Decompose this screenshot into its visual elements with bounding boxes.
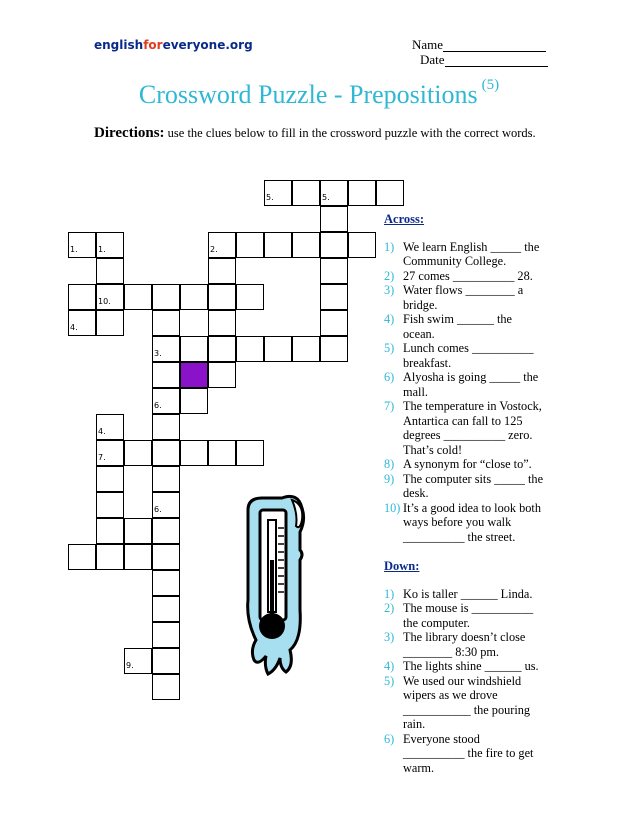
blocked-cell [180, 362, 208, 388]
grid-cell[interactable] [320, 336, 348, 362]
grid-cell[interactable] [96, 284, 124, 310]
clue-number: 1) [384, 239, 395, 254]
across-clue [384, 312, 544, 341]
down-clues [384, 559, 544, 775]
grid-cell[interactable] [152, 362, 180, 388]
clue-text: The temperature in Vostock, Antartica can fall to 125 degrees __________ zero. That’s cold! [403, 399, 542, 457]
clue-number: 3) [384, 630, 395, 644]
grid-cell[interactable] [68, 284, 96, 310]
clue-text: 27 comes __________ 28. [403, 268, 533, 283]
grid-cell[interactable] [152, 336, 180, 362]
grid-cell[interactable] [96, 232, 124, 258]
name-date-fields [412, 37, 548, 67]
grid-cell[interactable] [152, 388, 180, 414]
clue-text: Water flows ________ a bridge. [403, 283, 524, 312]
grid-cell[interactable] [180, 336, 208, 362]
grid-cell[interactable] [292, 336, 320, 362]
clue-number: 5) [384, 341, 395, 355]
grid-cell[interactable] [124, 518, 152, 544]
across-clue [384, 283, 544, 312]
grid-cell[interactable] [208, 284, 236, 310]
clue-number: 6) [384, 370, 395, 384]
thermometer-icon [238, 490, 310, 680]
cell-number: 7. [98, 453, 106, 462]
cell-number: 4. [98, 427, 106, 436]
down-clue [384, 659, 544, 674]
clue-text: Lunch comes __________ breakfast. [403, 341, 534, 370]
grid-cell[interactable] [152, 544, 180, 570]
page-title: Crossword Puzzle - Prepositions $^{(5)}$ [138, 77, 500, 109]
grid-cell[interactable] [208, 258, 236, 284]
site-brand: englishforeveryone.org [94, 38, 253, 52]
grid-cell[interactable] [348, 232, 376, 258]
across-heading: Across: [384, 212, 425, 226]
cell-number: 5. [266, 193, 274, 202]
down-clue [384, 674, 544, 732]
grid-cell[interactable] [152, 596, 180, 622]
grid-cell[interactable] [180, 284, 208, 310]
grid-cell[interactable] [68, 232, 96, 258]
across-clue [384, 501, 544, 545]
clue-number: 5) [384, 673, 395, 688]
clue-text: Everyone stood __________ the fire to get warm. [403, 731, 534, 775]
directions: Directions: use the clues below to fill in the crossword puzzle with the correct words. [94, 125, 536, 141]
grid-cell[interactable] [236, 336, 264, 362]
grid-cell[interactable] [152, 440, 180, 466]
clue-text: The mouse is __________ the computer. [403, 601, 534, 630]
cell-number: 3. [154, 349, 162, 358]
across-clues [384, 212, 544, 544]
across-clue [384, 341, 544, 370]
clue-text: The computer sits _____ the desk. [403, 471, 544, 500]
grid-cell[interactable] [68, 544, 96, 570]
clue-number: 1) [384, 586, 395, 601]
grid-cell[interactable] [68, 310, 96, 336]
grid-cell[interactable] [152, 570, 180, 596]
cell-number: 9. [126, 661, 134, 670]
cell-number: 1. [98, 245, 106, 254]
grid-cell[interactable] [180, 440, 208, 466]
grid-cell[interactable] [124, 544, 152, 570]
puzzle-number: (5) [481, 77, 500, 94]
cell-number: 10. [98, 297, 111, 306]
clue-number: 3) [384, 283, 395, 297]
across-clue [384, 472, 544, 501]
grid-cell[interactable] [124, 284, 152, 310]
grid-cell[interactable] [152, 518, 180, 544]
clue-number: 4) [384, 659, 395, 673]
down-clue [384, 630, 544, 659]
clue-number: 6) [384, 731, 395, 746]
grid-cell[interactable] [320, 232, 348, 258]
grid-cell[interactable] [320, 258, 348, 284]
down-clue [384, 601, 544, 630]
grid-cell[interactable] [208, 310, 236, 336]
grid-cell[interactable] [96, 440, 124, 466]
grid-cell[interactable] [208, 336, 236, 362]
clue-number: 9) [384, 471, 395, 486]
grid-cell[interactable] [152, 492, 180, 518]
across-clue [384, 399, 544, 457]
grid-cell[interactable] [152, 284, 180, 310]
clue-number: 4) [384, 312, 395, 326]
clue-number: 7) [384, 399, 395, 413]
grid-cell[interactable] [320, 310, 348, 336]
clue-number: 2) [384, 601, 395, 615]
cell-number: 5. [322, 193, 330, 202]
grid-cell[interactable] [236, 232, 264, 258]
clue-text: Fish swim ______ the ocean. [403, 312, 512, 341]
across-clue [384, 269, 544, 284]
clue-number: 2) [384, 268, 395, 283]
cell-number: 2. [210, 245, 218, 254]
down-clue [384, 587, 544, 602]
date-label: Date [420, 52, 445, 67]
name-label: Name [412, 37, 444, 52]
cell-number: 6. [154, 401, 162, 410]
clue-text: We used our windshield wipers as we drove ___________ the pouring rain. [403, 673, 531, 731]
clue-number: 10) [384, 500, 401, 515]
grid-cell[interactable] [96, 544, 124, 570]
grid-cell[interactable] [376, 180, 404, 206]
grid-cell[interactable] [124, 440, 152, 466]
grid-cell[interactable] [96, 414, 124, 440]
grid-cell[interactable] [320, 180, 348, 206]
down-heading: Down: [384, 559, 420, 573]
clue-text: We learn English _____ the Community College. [403, 239, 540, 268]
grid-cell[interactable] [152, 648, 180, 674]
grid-cell[interactable] [264, 336, 292, 362]
grid-cell[interactable] [152, 466, 180, 492]
grid-cell[interactable] [96, 310, 124, 336]
grid-cell[interactable] [208, 232, 236, 258]
across-clue [384, 370, 544, 399]
cell-number: 6. [154, 505, 162, 514]
grid-cell[interactable] [152, 674, 180, 700]
grid-cell[interactable] [152, 622, 180, 648]
grid-cell[interactable] [264, 180, 292, 206]
clue-text: The library doesn’t close ________ 8:30 pm. [403, 630, 526, 659]
grid-cell[interactable] [96, 518, 124, 544]
grid-cell[interactable] [292, 180, 320, 206]
cell-number: 4. [70, 323, 78, 332]
down-clue [384, 732, 544, 776]
grid-cell[interactable] [320, 206, 348, 232]
across-clue [384, 240, 544, 269]
grid-cell[interactable] [96, 466, 124, 492]
cell-number: 1. [70, 245, 78, 254]
clue-text: The lights shine ______ us. [403, 659, 539, 673]
grid-cell[interactable] [208, 362, 236, 388]
grid-cell[interactable] [96, 258, 124, 284]
clue-text: Ko is taller ______ Linda. [403, 586, 533, 601]
grid-cell[interactable] [236, 284, 264, 310]
grid-cell[interactable] [292, 232, 320, 258]
grid-cell[interactable] [320, 284, 348, 310]
clue-text: Alyosha is going _____ the mall. [403, 370, 539, 399]
grid-cell[interactable] [96, 492, 124, 518]
grid-cell[interactable] [180, 388, 208, 414]
grid-cell[interactable] [152, 310, 180, 336]
grid-cell[interactable] [124, 648, 152, 674]
grid-cell[interactable] [236, 440, 264, 466]
clue-number: 8) [384, 457, 395, 471]
grid-cell[interactable] [348, 180, 376, 206]
grid-cell[interactable] [264, 232, 292, 258]
grid-cell[interactable] [208, 440, 236, 466]
date-line[interactable] [445, 54, 548, 67]
clue-text: A synonym for “close to”. [403, 457, 532, 471]
across-clue [384, 457, 544, 472]
name-line[interactable] [443, 39, 546, 52]
grid-cell[interactable] [152, 414, 180, 440]
clue-text: It’s a good idea to look both ways before you walk __________ the street. [403, 500, 541, 544]
